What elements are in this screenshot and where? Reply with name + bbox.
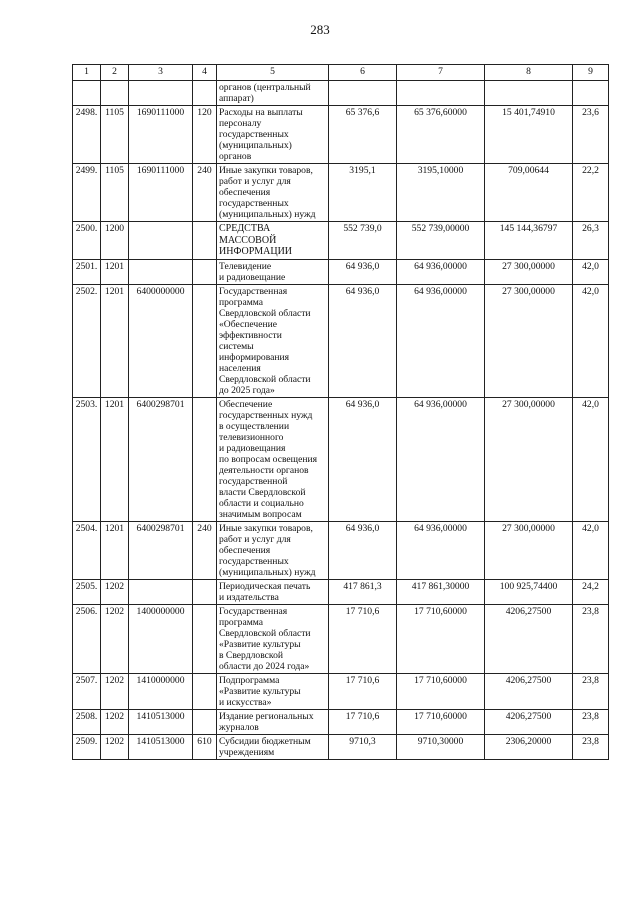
row-number-text: 2498. (75, 107, 98, 118)
executed-amount-text: 27 300,00000 (502, 398, 555, 410)
column-header-4: 4 (193, 65, 217, 81)
executed-amount-cell (485, 81, 573, 106)
name-cell (217, 734, 329, 759)
approved-amount-text: 64 936,0 (345, 285, 380, 297)
expense-type-text: 240 (197, 522, 212, 534)
section-code-cell (101, 579, 129, 604)
section-code-text: 1201 (104, 522, 125, 534)
section-code-text: 1202 (104, 580, 125, 592)
table-body (73, 81, 609, 760)
row-number-cell (73, 673, 101, 709)
approved-amount-cell (329, 259, 397, 284)
budget-table (72, 64, 609, 760)
approved-amount-cell (329, 106, 397, 164)
section-code-text: 1201 (104, 285, 125, 297)
executed-amount-cell (485, 709, 573, 734)
section-code-cell (101, 604, 129, 673)
target-article-cell (129, 284, 193, 397)
name-cell (217, 397, 329, 521)
plan-amount-text: 64 936,00000 (414, 260, 467, 272)
percent-cell (573, 734, 609, 759)
target-article-cell (129, 106, 193, 164)
name-text: Обеспечение государственных нужд в осуществлении телевизионного и радиовещания по вопросам освещения деятельности органов государственной власти Свердловской области и социально значимым вопросам (219, 398, 318, 520)
section-code-cell (101, 284, 129, 397)
target-article-text: 1410513000 (136, 710, 185, 722)
executed-amount-text: 145 144,36797 (499, 223, 558, 234)
table-header-row (73, 65, 609, 81)
name-text: Государственная программа Свердловской области «Развитие культуры в Свердловской области до 2024 года» (219, 605, 311, 672)
name-cell (217, 284, 329, 397)
approved-amount-cell (329, 604, 397, 673)
row-number-cell (73, 164, 101, 222)
approved-amount-cell (329, 673, 397, 709)
percent-text: 23,8 (582, 735, 599, 747)
executed-amount-cell (485, 521, 573, 579)
approved-amount-text: 65 376,6 (345, 107, 380, 118)
section-code-cell (101, 259, 129, 284)
percent-text: 42,0 (582, 522, 599, 534)
section-code-cell (101, 81, 129, 106)
name-text: Подпрограмма «Развитие культуры и искусства» (219, 674, 301, 708)
executed-amount-text: 4206,27500 (505, 710, 552, 722)
name-cell (217, 673, 329, 709)
plan-amount-cell (397, 259, 485, 284)
approved-amount-cell (329, 397, 397, 521)
row-number-text: 2499. (75, 165, 98, 176)
approved-amount-cell (329, 734, 397, 759)
executed-amount-cell (485, 222, 573, 260)
expense-type-cell (193, 521, 217, 579)
table-row (73, 164, 609, 222)
approved-amount-cell (329, 284, 397, 397)
row-number-cell (73, 604, 101, 673)
executed-amount-text: 4206,27500 (505, 674, 552, 686)
plan-amount-text: 17 710,60000 (414, 710, 467, 722)
plan-amount-cell (397, 709, 485, 734)
plan-amount-cell (397, 164, 485, 222)
executed-amount-text: 100 925,74400 (499, 580, 558, 592)
percent-cell (573, 521, 609, 579)
row-number-text: 2505. (75, 580, 98, 592)
column-header-9: 9 (573, 65, 609, 81)
executed-amount-text: 2306,20000 (505, 735, 552, 747)
row-number-cell (73, 259, 101, 284)
name-cell (217, 164, 329, 222)
name-text: Периодическая печать и издательства (219, 580, 311, 603)
approved-amount-text: 9710,3 (349, 735, 376, 747)
column-header-8: 8 (485, 65, 573, 81)
approved-amount-text: 17 710,6 (345, 674, 380, 686)
section-code-text: 1202 (104, 710, 125, 722)
percent-cell (573, 222, 609, 260)
row-number-text: 2508. (75, 710, 98, 722)
row-number-cell (73, 106, 101, 164)
section-code-text: 1201 (104, 398, 125, 410)
target-article-cell (129, 259, 193, 284)
executed-amount-text: 27 300,00000 (502, 260, 555, 272)
plan-amount-cell (397, 81, 485, 106)
percent-text: 22,2 (582, 165, 599, 176)
target-article-cell (129, 222, 193, 260)
percent-cell (573, 604, 609, 673)
expense-type-cell (193, 604, 217, 673)
table-row (73, 521, 609, 579)
row-number-text: 2500. (75, 223, 98, 234)
approved-amount-text: 64 936,0 (345, 260, 380, 272)
table-row (73, 106, 609, 164)
executed-amount-text: 27 300,00000 (502, 522, 555, 534)
section-code-cell (101, 521, 129, 579)
section-code-cell (101, 397, 129, 521)
plan-amount-cell (397, 521, 485, 579)
plan-amount-cell (397, 579, 485, 604)
row-number-cell (73, 521, 101, 579)
name-cell (217, 259, 329, 284)
plan-amount-cell (397, 222, 485, 260)
column-header-2: 2 (101, 65, 129, 81)
section-code-cell (101, 709, 129, 734)
plan-amount-text: 64 936,00000 (414, 522, 467, 534)
approved-amount-text: 17 710,6 (345, 710, 380, 722)
percent-cell (573, 397, 609, 521)
percent-text: 42,0 (582, 260, 599, 272)
percent-cell (573, 81, 609, 106)
executed-amount-text: 15 401,74910 (502, 107, 555, 118)
section-code-text: 1200 (104, 223, 125, 234)
row-number-text: 2501. (75, 260, 98, 272)
row-number-cell (73, 284, 101, 397)
section-code-cell (101, 222, 129, 260)
plan-amount-text: 417 861,30000 (411, 580, 470, 592)
target-article-cell (129, 81, 193, 106)
executed-amount-text: 4206,27500 (505, 605, 552, 617)
percent-text: 42,0 (582, 398, 599, 410)
executed-amount-cell (485, 734, 573, 759)
expense-type-cell (193, 259, 217, 284)
executed-amount-cell (485, 106, 573, 164)
executed-amount-cell (485, 164, 573, 222)
name-text: Иные закупки товаров, работ и услуг для обеспечения государственных (муниципальных) нужд (219, 165, 316, 220)
expense-type-cell (193, 673, 217, 709)
approved-amount-text: 64 936,0 (345, 522, 380, 534)
target-article-text: 6400000000 (136, 285, 185, 297)
approved-amount-text: 417 861,3 (343, 580, 382, 592)
percent-cell (573, 579, 609, 604)
table-row (73, 259, 609, 284)
column-header-6: 6 (329, 65, 397, 81)
section-code-text: 1105 (105, 165, 124, 176)
plan-amount-cell (397, 604, 485, 673)
plan-amount-text: 64 936,00000 (414, 398, 467, 410)
approved-amount-text: 64 936,0 (345, 398, 380, 410)
table-row (73, 673, 609, 709)
name-text: Расходы на выплаты персоналу государственных (муниципальных) органов (219, 107, 303, 162)
column-header-5: 5 (217, 65, 329, 81)
plan-amount-cell (397, 673, 485, 709)
target-article-cell (129, 734, 193, 759)
percent-cell (573, 106, 609, 164)
target-article-text: 1690111000 (136, 107, 185, 118)
column-header-3: 3 (129, 65, 193, 81)
percent-text: 42,0 (582, 285, 599, 297)
target-article-cell (129, 521, 193, 579)
table-row (73, 222, 609, 260)
table-row (73, 734, 609, 759)
approved-amount-cell (329, 81, 397, 106)
name-cell (217, 81, 329, 106)
expense-type-cell (193, 81, 217, 106)
target-article-text: 1690111000 (136, 165, 185, 176)
row-number-text: 2504. (75, 522, 98, 534)
plan-amount-text: 17 710,60000 (414, 674, 467, 686)
section-code-cell (101, 734, 129, 759)
expense-type-cell (193, 709, 217, 734)
row-number-cell (73, 734, 101, 759)
percent-text: 23,8 (582, 710, 599, 722)
executed-amount-text: 27 300,00000 (502, 285, 555, 297)
approved-amount-cell (329, 709, 397, 734)
target-article-cell (129, 604, 193, 673)
executed-amount-text: 709,00644 (508, 165, 549, 176)
expense-type-cell (193, 106, 217, 164)
expense-type-cell (193, 397, 217, 521)
percent-cell (573, 284, 609, 397)
approved-amount-text: 552 739,0 (343, 223, 382, 234)
column-header-1: 1 (73, 65, 101, 81)
section-code-text: 1105 (105, 107, 124, 118)
expense-type-cell (193, 222, 217, 260)
name-cell (217, 106, 329, 164)
percent-text: 23,8 (582, 674, 599, 686)
plan-amount-cell (397, 397, 485, 521)
row-number-cell (73, 81, 101, 106)
expense-type-text: 120 (197, 107, 212, 118)
name-text: Субсидии бюджетным учреждениям (219, 735, 311, 758)
percent-text: 23,8 (582, 605, 599, 617)
section-code-text: 1201 (104, 260, 125, 272)
column-header-7: 7 (397, 65, 485, 81)
approved-amount-cell (329, 164, 397, 222)
plan-amount-text: 17 710,60000 (414, 605, 467, 617)
approved-amount-cell (329, 579, 397, 604)
expense-type-cell (193, 284, 217, 397)
percent-cell (573, 164, 609, 222)
row-number-text: 2509. (75, 735, 98, 747)
percent-text: 26,3 (582, 223, 599, 234)
section-code-text: 1202 (104, 605, 125, 617)
row-number-text: 2502. (75, 285, 98, 297)
plan-amount-cell (397, 284, 485, 397)
row-number-cell (73, 579, 101, 604)
percent-cell (573, 709, 609, 734)
approved-amount-text: 3195,1 (349, 165, 376, 176)
row-number-cell (73, 397, 101, 521)
name-text: СРЕДСТВА МАССОВОЙ ИНФОРМАЦИИ (219, 223, 293, 257)
percent-cell (573, 673, 609, 709)
name-text: органов (центральный аппарат) (219, 82, 311, 104)
table-row (73, 709, 609, 734)
plan-amount-text: 552 739,00000 (411, 223, 470, 234)
expense-type-cell (193, 579, 217, 604)
name-cell (217, 222, 329, 260)
expense-type-text: 610 (197, 735, 212, 747)
expense-type-cell (193, 734, 217, 759)
row-number-cell (73, 222, 101, 260)
name-text: Государственная программа Свердловской области «Обеспечение эффективности системы информирования населения Свердловской области до 2025 года» (219, 285, 311, 396)
table-row (73, 397, 609, 521)
plan-amount-cell (397, 734, 485, 759)
percent-text: 23,6 (582, 107, 599, 118)
target-article-cell (129, 164, 193, 222)
name-text: Иные закупки товаров, работ и услуг для обеспечения государственных (муниципальных) нужд (219, 522, 316, 578)
name-cell (217, 604, 329, 673)
name-cell (217, 521, 329, 579)
section-code-cell (101, 106, 129, 164)
name-text: Издание региональных журналов (219, 710, 314, 733)
executed-amount-cell (485, 673, 573, 709)
executed-amount-cell (485, 604, 573, 673)
name-cell (217, 709, 329, 734)
target-article-text: 1410513000 (136, 735, 185, 747)
executed-amount-cell (485, 579, 573, 604)
executed-amount-cell (485, 397, 573, 521)
section-code-cell (101, 673, 129, 709)
plan-amount-text: 3195,10000 (417, 165, 464, 176)
section-code-cell (101, 164, 129, 222)
table-row (73, 579, 609, 604)
row-number-text: 2506. (75, 605, 98, 617)
executed-amount-cell (485, 284, 573, 397)
approved-amount-text: 17 710,6 (345, 605, 380, 617)
table-row (73, 81, 609, 106)
section-code-text: 1202 (104, 735, 125, 747)
plan-amount-text: 64 936,00000 (414, 285, 467, 297)
expense-type-text: 240 (197, 165, 212, 176)
target-article-cell (129, 579, 193, 604)
row-number-cell (73, 709, 101, 734)
plan-amount-text: 65 376,60000 (414, 107, 467, 118)
target-article-text: 1410000000 (136, 674, 185, 686)
approved-amount-cell (329, 222, 397, 260)
section-code-text: 1202 (104, 674, 125, 686)
plan-amount-cell (397, 106, 485, 164)
target-article-text: 1400000000 (136, 605, 185, 617)
name-text: Телевидение и радиовещание (219, 260, 286, 283)
expense-type-cell (193, 164, 217, 222)
target-article-cell (129, 709, 193, 734)
percent-text: 24,2 (582, 580, 599, 592)
row-number-text: 2507. (75, 674, 98, 686)
table-row (73, 604, 609, 673)
name-cell (217, 579, 329, 604)
percent-cell (573, 259, 609, 284)
target-article-text: 6400298701 (136, 522, 185, 534)
executed-amount-cell (485, 259, 573, 284)
page-number: 283 (310, 22, 330, 37)
row-number-text: 2503. (75, 398, 98, 410)
target-article-text: 6400298701 (136, 398, 185, 410)
table-row (73, 284, 609, 397)
target-article-cell (129, 673, 193, 709)
target-article-cell (129, 397, 193, 521)
approved-amount-cell (329, 521, 397, 579)
plan-amount-text: 9710,30000 (417, 735, 464, 747)
